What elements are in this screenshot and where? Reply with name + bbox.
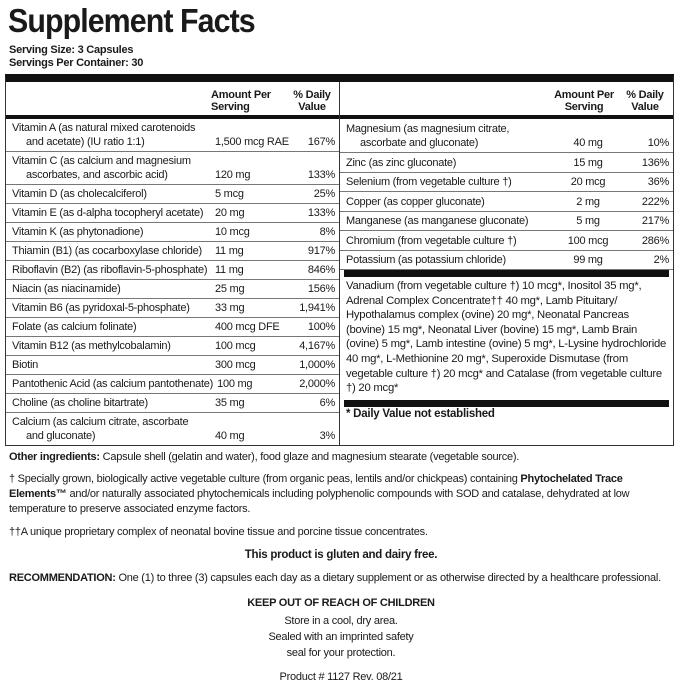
amount-header: Amount Per Serving [554, 89, 614, 113]
nutrient-name: Riboflavin (B2) (as riboflavin-5-phosphate) [12, 264, 208, 276]
nutrient-dv: 217% [641, 215, 669, 227]
nutrient-row [6, 413, 339, 445]
nutrient-row [6, 119, 339, 152]
nutrient-dv: 286% [641, 234, 669, 247]
gluten-free-note: This product is gluten and dairy free. [244, 549, 438, 561]
nutrient-row [6, 204, 339, 223]
serving-size: Serving Size: 3 Capsules [9, 44, 134, 56]
nutrient-amount: 11 mg [215, 264, 244, 276]
nutrient-name: Chromium (from vegetable culture †) [346, 234, 517, 247]
nutrient-amount: 1,500 mcg RAE [215, 136, 289, 148]
nutrient-amount: 100 mg [217, 378, 253, 390]
nutrient-row [6, 261, 339, 280]
dagger-note: † Specially grown, biologically active vegetable culture (from organic peas, lentils and/or chickpeas) containing Phytochelated Trace Elements™ and/or naturally associated phytochemicals including polyphenolic compounds with SOD and catalase, dehydrated at low temperature to preserve associated enzyme factors. [9, 473, 630, 515]
nutrient-amount: 10 mcg [215, 226, 250, 238]
nutrient-name: Zinc (as zinc gluconate) [346, 156, 457, 169]
label-body [5, 74, 674, 685]
nutrient-amount: 33 mg [215, 302, 245, 314]
nutrient-amount: 300 mcg [215, 359, 256, 371]
other-ingredients: Other ingredients: Capsule shell (gelatin and water), food glaze and magnesium stearate (vegetable source). [9, 451, 520, 463]
nutrient-dv: 136% [641, 156, 669, 169]
page-title: Supplement Facts [8, 2, 255, 39]
nutrient-name: Selenium (from vegetable culture †) [346, 176, 512, 188]
dv-header: % Daily Value [626, 89, 664, 113]
nutrient-name: Vitamin B12 (as methylcobalamin) [12, 340, 171, 352]
table-header [6, 82, 339, 119]
nutrient-name: Folate (as calcium folinate) [12, 321, 137, 333]
nutrient-name: Niacin (as niacinamide) [12, 283, 121, 295]
nutrient-name: Potassium (as potassium chloride) [346, 254, 506, 266]
nutrient-row [6, 185, 339, 204]
facts-table [5, 74, 674, 446]
nutrient-row [340, 153, 673, 173]
nutrient-row [6, 337, 339, 356]
storage-line: Sealed with an imprinted safety [268, 631, 414, 643]
nutrient-dv: 6% [319, 397, 335, 409]
nutrient-amount: 100 mcg [215, 340, 256, 352]
nutrient-amount: 100 mcg [567, 234, 609, 247]
nutrient-amount: 15 mg [573, 156, 603, 169]
nutrient-dv: 846% [307, 264, 335, 276]
nutrient-dv: 100% [307, 321, 335, 333]
nutrient-name: Vitamin C (as calcium and magnesium ascorbates, and ascorbic acid) [12, 155, 191, 181]
dv-header: % Daily Value [293, 89, 331, 113]
nutrient-dv: 25% [313, 188, 335, 200]
nutrient-row [6, 242, 339, 261]
nutrient-dv: 222% [641, 195, 669, 208]
nutrient-dv: 167% [307, 136, 335, 148]
nutrient-dv: 36% [647, 176, 669, 188]
nutrient-dv: 133% [307, 169, 335, 181]
nutrient-row [340, 119, 673, 153]
nutrient-row [6, 375, 339, 394]
nutrient-dv: 917% [307, 245, 335, 257]
nutrient-name: Thiamin (B1) (as cocarboxylase chloride) [12, 245, 202, 257]
nutrient-name: Vitamin K (as phytonadione) [12, 226, 144, 238]
double-dagger-note: ††A unique proprietary complex of neonatal bovine tissue and porcine tissue concentrates. [9, 526, 428, 538]
nutrient-amount: 5 mcg [215, 188, 244, 200]
nutrient-amount: 5 mg [576, 215, 600, 227]
nutrient-row [340, 212, 673, 232]
nutrient-amount: 20 mcg [570, 176, 606, 188]
nutrient-row [6, 280, 339, 299]
nutrient-name: Vitamin A (as natural mixed carotenoids and acetate) (IU ratio 1:1) [12, 122, 196, 148]
nutrient-row [340, 173, 673, 193]
nutrient-amount: 2 mg [576, 195, 600, 208]
nutrient-name: Magnesium (as magnesium citrate, ascorbate and gluconate) [346, 123, 510, 149]
storage-line: Store in a cool, dry area. [284, 615, 398, 627]
nutrient-amount: 25 mg [215, 283, 245, 295]
nutrient-name: Calcium (as calcium citrate, ascorbate and gluconate) [12, 416, 189, 442]
nutrient-dv: 1,941% [299, 302, 335, 314]
servings-per-container: Servings Per Container: 30 [9, 57, 144, 69]
nutrient-dv: 2,000% [299, 378, 335, 390]
divider [344, 270, 669, 277]
table-header [340, 82, 673, 119]
nutrient-row [6, 318, 339, 337]
nutrient-dv: 133% [307, 207, 335, 219]
nutrient-amount: 400 mcg DFE [215, 321, 280, 333]
warning: KEEP OUT OF REACH OF CHILDREN [247, 597, 435, 609]
nutrient-amount: 35 mg [215, 397, 245, 409]
nutrient-amount: 20 mg [215, 207, 245, 219]
nutrient-row [6, 394, 339, 413]
nutrient-amount: 120 mg [215, 169, 251, 181]
nutrient-row [6, 299, 339, 318]
dv-note: * Daily Value not established [346, 407, 495, 420]
nutrient-dv: 10% [647, 137, 669, 149]
nutrient-dv: 156% [307, 283, 335, 295]
nutrient-name: Choline (as choline bitartrate) [12, 397, 148, 409]
nutrient-dv: 1,000% [299, 359, 335, 371]
nutrient-row [6, 152, 339, 185]
nutrient-row [340, 231, 673, 251]
product-number: Product # 1127 Rev. 08/21 [279, 671, 403, 683]
amount-header: Amount Per Serving [211, 89, 271, 113]
nutrient-name: Vitamin B6 (as pyridoxal-5-phosphate) [12, 302, 190, 314]
nutrient-amount: 99 mg [573, 254, 603, 266]
nutrient-name: Pantothenic Acid (as calcium pantothenate) [12, 378, 214, 390]
left-column [6, 82, 340, 445]
right-column [340, 82, 673, 445]
nutrient-name: Biotin [12, 359, 39, 371]
storage [9, 613, 673, 661]
nutrient-name: Vitamin E (as d-alpha tocopheryl acetate) [12, 207, 204, 219]
nutrient-name: Vitamin D (as cholecalciferol) [12, 188, 147, 200]
nutrient-row [340, 251, 673, 271]
recommendation: RECOMMENDATION: One (1) to three (3) capsules each day as a dietary supplement or as otherwise directed by a healthcare professional. [9, 572, 661, 584]
nutrient-amount: 11 mg [215, 245, 244, 257]
nutrient-name: Copper (as copper gluconate) [346, 195, 485, 208]
nutrient-amount: 40 mg [573, 137, 603, 149]
divider [344, 400, 669, 407]
storage-line: seal for your protection. [286, 647, 396, 659]
nutrient-row [6, 223, 339, 242]
nutrient-dv: 3% [319, 430, 335, 442]
nutrient-dv: 2% [653, 254, 669, 266]
nutrient-row [340, 192, 673, 212]
other-blend: Vanadium (from vegetable culture †) 10 mcg*, Inositol 35 mg*, Adrenal Complex Concentrate†† 40 mg*, Lamb Pituitary/ Hypothalamus complex (ovine) 20 mg*, Neonatal Pancreas (bovine) 15 mg*, Neonatal Liver (bovine) 15 mg*, Lamb Brain (ovine) 5 mg*, Lamb intestine (ovine) 5 mg*, L-Lysine hydrochloride 40 mg*, L-Methionine 20 mg*, Superoxide Dismutase (from vegetable culture †) 20 mcg* and Catalase (from vegetable culture †) 20 mcg* [346, 280, 667, 395]
nutrient-row [6, 356, 339, 375]
nutrient-name: Manganese (as manganese gluconate) [346, 215, 529, 227]
nutrient-dv: 8% [319, 226, 335, 238]
nutrient-amount: 40 mg [215, 430, 245, 442]
nutrient-dv: 4,167% [299, 340, 335, 352]
